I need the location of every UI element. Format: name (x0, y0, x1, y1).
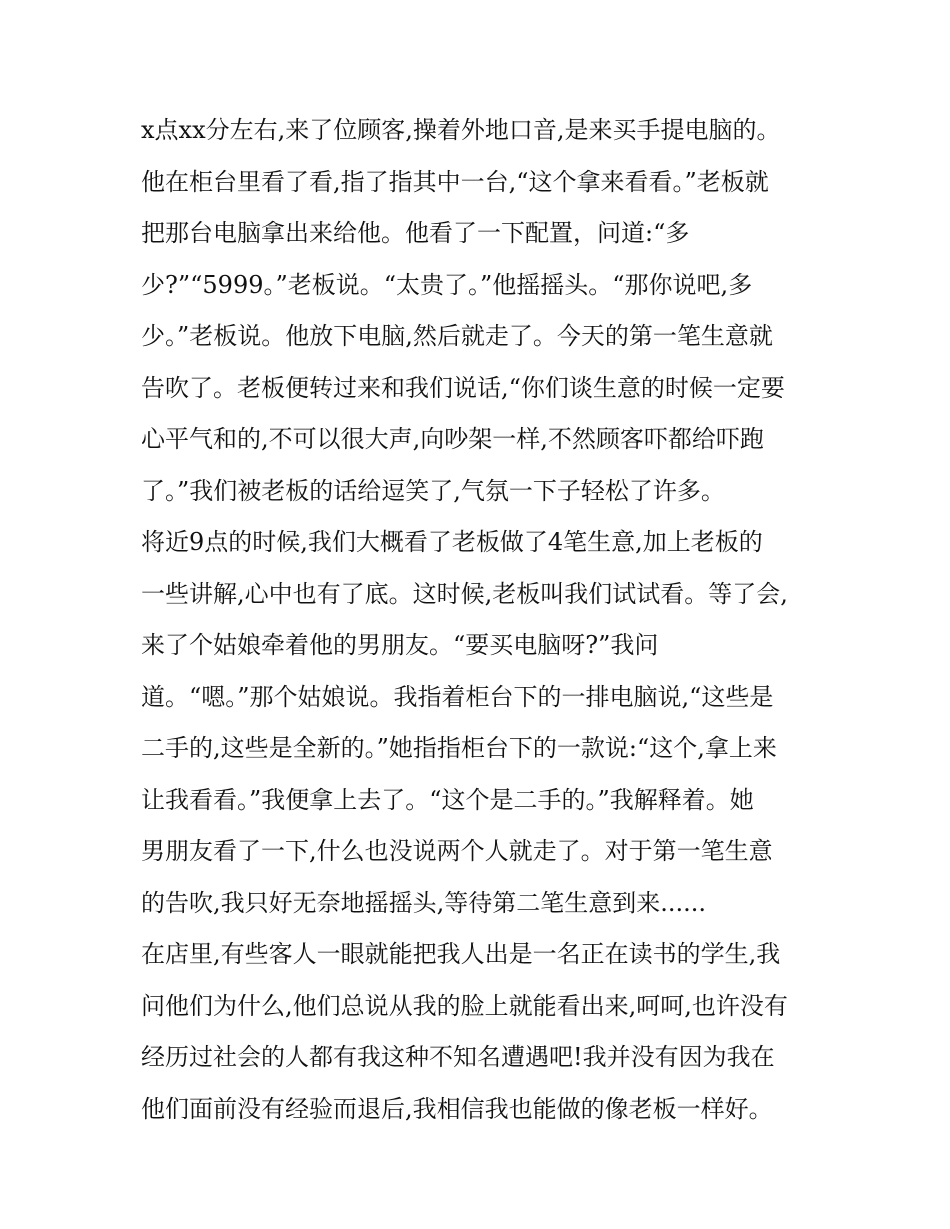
text-line: 告吹了。老板便转过来和我们说话,“你们谈生意的时候一定要 (141, 373, 785, 402)
text-line: 在店里,有些客人一眼就能把我人出是一名正在读书的学生,我 (141, 940, 781, 968)
text-line: 把那台电脑拿出来给他。他看了一下配置，问道:“多 (141, 219, 690, 247)
text-line: 一些讲解,心中也有了底。这时候,老板叫我们试试看。等了会, (141, 579, 788, 608)
text-line: x点xx分左右,来了位顾客,操着外地口音,是来买手提电脑的。 (141, 116, 781, 144)
text-line: 心平气和的,不可以很大声,向吵架一样,不然顾客吓都给吓跑 (141, 425, 764, 453)
text-line: 了。”我们被老板的话给逗笑了,气氛一下子轻松了许多。 (141, 476, 725, 505)
text-line: 少。”老板说。他放下电脑,然后就走了。今天的第一笔生意就 (141, 322, 773, 350)
text-line: 他们面前没有经验而退后,我相信我也能做的像老板一样好。 (141, 1094, 773, 1123)
text-line: 经历过社会的人都有我这种不知名遭遇吧!我并没有因为我在 (141, 1043, 775, 1071)
text-line: 的告吹,我只好无奈地摇摇头,等待第二笔生意到来...... (141, 888, 707, 917)
text-line: 来了个姑娘牵着他的男朋友。“要买电脑呀?”我问 (141, 631, 659, 659)
text-line: 将近9点的时候,我们大概看了老板做了4笔生意,加上老板的 (141, 528, 763, 556)
text-line: 他在柜台里看了看,指了指其中一台,“这个拿来看看。”老板就 (141, 167, 769, 196)
text-line: 男朋友看了一下,什么也没说两个人就走了。对于第一笔生意 (141, 837, 773, 865)
text-line: 问他们为什么,他们总说从我的脸上就能看出来,呵呵,也许没有 (141, 991, 788, 1020)
text-line: 让我看看。”我便拿上去了。“这个是二手的。”我解释着。她 (141, 785, 754, 814)
text-line: 道。“嗯。”那个姑娘说。我指着柜台下的一排电脑说,“这些是 (141, 682, 774, 711)
body-text (141, 112, 821, 1142)
text-line: 少?”“5999。”老板说。“太贵了。”他摇摇头。“那你说吧,多 (141, 270, 753, 299)
text-line: 二手的,这些是全新的。”她指指柜台下的一款说:“这个,拿上来 (141, 734, 777, 762)
